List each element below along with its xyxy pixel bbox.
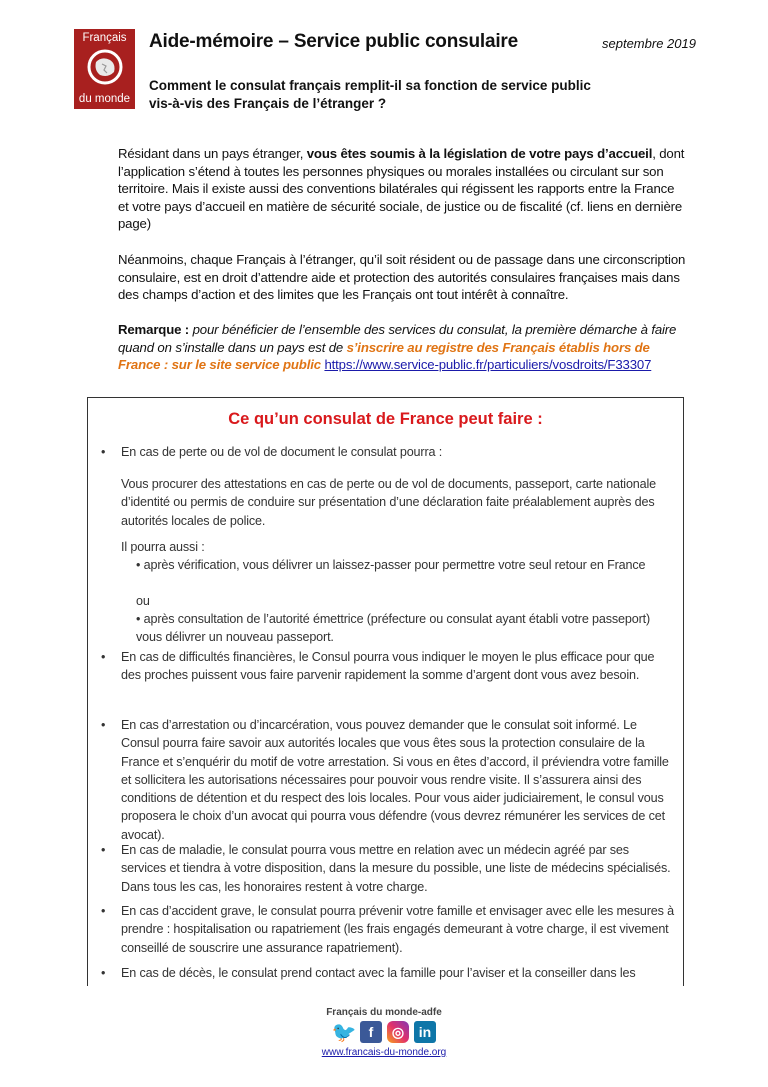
bullet-icon: • [101, 966, 106, 980]
p1-rest: , dont l’application s’étend à toutes les personnes physiques ou morales installées ou circulant sur son territoire. Mais il existe aussi des conventions bilatérales qui régissent les rapports entre la France et votre pays d’accueil en matière de sécurité sociale, de justice ou de fiscalité (cf. liens en dernière page) [118, 146, 685, 232]
list-item [101, 648, 676, 685]
p1-bold: vous êtes soumis à la législation de votre pays d’accueil [306, 146, 653, 161]
instagram-icon[interactable]: ◎ [387, 1021, 409, 1043]
footer-organization: Français du monde-adfe [326, 1007, 442, 1018]
p1-start: Résidant dans un pays étranger, [118, 146, 307, 161]
aussi-ou: ou [136, 594, 150, 608]
linkedin-icon[interactable]: in [414, 1021, 436, 1043]
page-title: Aide-mémoire – Service public consulaire [149, 31, 518, 52]
list-item-text: En cas de décès, le consulat prend contact avec la famille pour l’aviser et la conseiller dans les [121, 966, 636, 980]
remark-label: Remarque : [118, 322, 193, 337]
twitter-icon[interactable]: 🐦 [331, 1021, 357, 1044]
logo-text-top: Français [82, 32, 127, 44]
list-item-text: En cas de perte ou de vol de document le consulat pourra : [121, 445, 443, 459]
list-item [101, 902, 676, 957]
aussi-option-b: • après consultation de l’autorité émettrice (préfecture ou consulat ayant établi votre passeport) vous délivrer un nouveau passeport. [136, 612, 651, 645]
globe-icon [86, 48, 124, 86]
website-link[interactable]: www.francais-du-monde.org [321, 1047, 447, 1058]
list-item [101, 964, 676, 982]
list-item-text: En cas d’accident grave, le consulat pourra prévenir votre famille et envisager avec elle les mesures à prendre : hospitalisation ou rapatriement (les frais engagés demeurant à votre charge, il est vivement conseillé de souscrire une assurance rapatriement). [121, 904, 674, 955]
remark-paragraph [118, 321, 688, 374]
remark-italic: pour bénéficier de l’ensemble des services du consulat, la première démarche à faire quand on s’installe dans un pays est de [118, 322, 677, 355]
bullet-icon: • [101, 843, 106, 857]
facebook-icon[interactable]: f [360, 1021, 382, 1043]
perte-detail: Vous procurer des attestations en cas de perte ou de vol de documents, passeport, carte nationale d’identité ou permis de conduire sur présentation d’une déclaration faite préalablement auprès des autorités locales de police. [121, 477, 657, 528]
list-item [101, 716, 676, 844]
subtitle-line-1: Comment le consulat français remplit-il sa fonction de service public [149, 78, 591, 93]
box-title: Ce qu’un consulat de France peut faire : [228, 410, 543, 428]
subtitle-line-2: vis-à-vis des Français de l’étranger ? [149, 96, 387, 111]
bullet-icon: • [101, 904, 106, 918]
intro-paragraph-2: Néanmoins, chaque Français à l’étranger, qu’il soit résident ou de passage dans une circonscription consulaire, est en droit d’attendre aide et protection des autorités consulaires françaises mais dans des champs d’action et des limites que les Français ont tout intérêt à connaître. [118, 252, 686, 303]
document-date: septembre 2019 [602, 36, 696, 51]
list-item-text: En cas d’arrestation ou d’incarcération, vous pouvez demander que le consulat soit informé. Le Consul pourra faire savoir aux autorités locales que vous êtes sous la protection consulaire de la France et s’enquérir du motif de votre arrestation. Si vous en êtes d’accord, il préviendra votre famille et sollicitera les autorisations nécessaires pour pouvoir vous rendre visite. Il s’assurera ainsi des conditions de détention et du respect des lois locales. Pour vous aider judiciairement, le consul vous proposera le choix d’un avocat qui pourra vous défendre (vous devrez rémunérer les services de cet avocat). [121, 718, 669, 842]
list-item-text: En cas de maladie, le consulat pourra vous mettre en relation avec un médecin agréé par ses services et tiendra à votre disposition, dans la mesure du possible, une liste de médecins spécialisés. Dans tous les cas, les honoraires restent à votre charge. [121, 843, 671, 894]
aussi-label: Il pourra aussi : [121, 540, 205, 554]
aussi-option-a: • après vérification, vous délivrer un laissez-passer pour permettre votre seul retour en France [136, 558, 646, 572]
footer-website [0, 1047, 768, 1058]
consulat-services-box [87, 397, 684, 986]
list-item [101, 443, 676, 461]
intro-paragraph-1 [118, 145, 688, 233]
list-item-text: En cas de difficultés financières, le Consul pourra vous indiquer le moyen le plus efficace pour que des proches puissent vous faire parvenir rapidement la somme d’argent dont vous avez besoin. [121, 650, 655, 683]
bullet-icon: • [101, 650, 106, 664]
service-public-link[interactable]: https://www.service-public.fr/particuliers/vosdroits/F33307 [324, 357, 652, 373]
list-item [101, 841, 676, 896]
remark-highlight: s’inscrire au registre des Français établis hors de France : sur le site service public [118, 339, 650, 373]
logo-text-bottom: du monde [78, 93, 131, 105]
bullet-icon: • [101, 445, 106, 459]
francais-du-monde-logo [74, 29, 135, 109]
social-links [333, 1021, 436, 1043]
bullet-icon: • [101, 718, 106, 732]
page-subtitle [149, 77, 619, 113]
